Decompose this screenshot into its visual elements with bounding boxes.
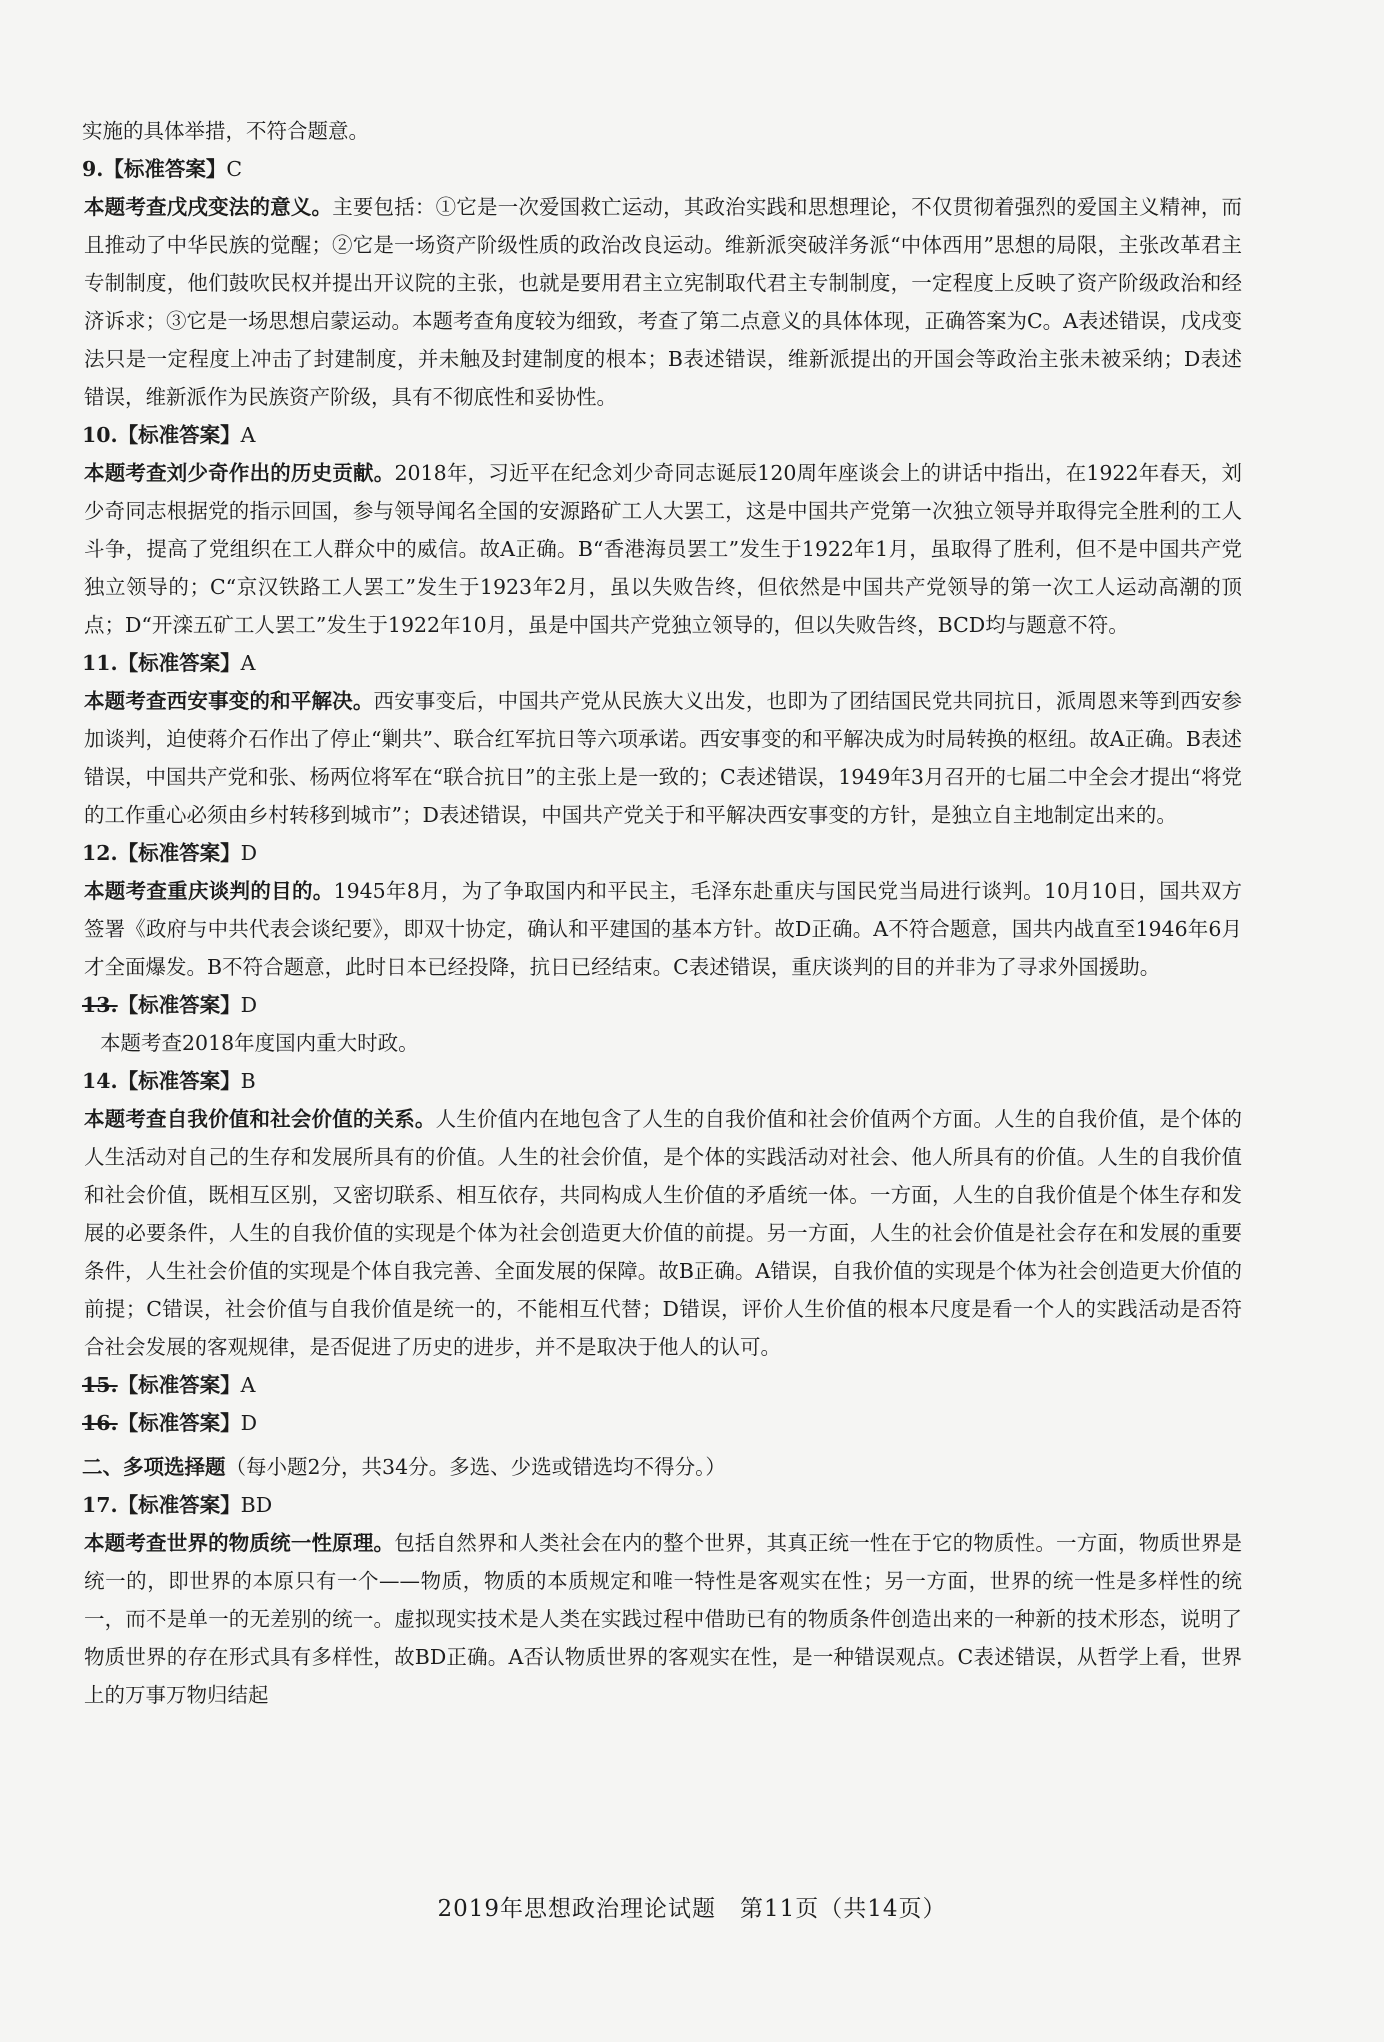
explanation-10 — [82, 454, 1242, 644]
explanation-text: 主要包括：①它是一次爱国救亡运动，其政治实践和思想理论，不仅贯彻着强烈的爱国主义精神，而且推动了中华民族的觉醒；②它是一场资产阶级性质的政治改良运动。维新派突破洋务派“中体西用”思想的局限，主张改革君主专制制度，他们鼓吹民权并提出开议院的主张，也就是要用君主立宪制取代君主专制制度，一定程度上反映了资产阶级政治和经济诉求；③它是一场思想启蒙运动。本题考查角度较为细致，考查了第二点意义的具体体现，正确答案为C。A表述错误，戊戌变法只是一定程度上冲击了封建制度，并未触及封建制度的根本；B表述错误，维新派提出的开国会等政治主张未被采纳；D表述错误，维新派作为民族资产阶级，具有不彻底性和妥协性。 — [84, 195, 1243, 409]
section-note: （每小题2分，共34分。多选、少选或错选均不得分。） — [225, 1455, 726, 1479]
explanation-14 — [82, 1100, 1242, 1366]
answer-line-9 — [82, 150, 1242, 188]
answer-value: D — [240, 1411, 258, 1435]
answer-tag: 【标准答案】 — [117, 1493, 241, 1517]
answer-value: D — [240, 993, 258, 1017]
answer-tag: 【标准答案】 — [117, 423, 241, 447]
answer-value: A — [240, 423, 256, 447]
answer-line-10 — [82, 416, 1242, 454]
explanation-11 — [82, 682, 1242, 834]
question-number: 11. — [82, 651, 118, 675]
question-number-struck: 16. — [82, 1411, 118, 1435]
explanation-lead: 本题考查刘少奇作出的历史贡献。 — [84, 461, 395, 485]
explanation-text: 2018年，习近平在纪念刘少奇同志诞辰120周年座谈会上的讲话中指出，在1922年春天，刘少奇同志根据党的指示回国，参与领导闻名全国的安源路矿工人大罢工，这是中国共产党第一次独立领导并取得完全胜利的工人斗争，提高了党组织在工人群众中的威信。故A正确。B“香港海员罢工”发生于1922年1月，虽取得了胜利，但不是中国共产党独立领导的；C“京汉铁路工人罢工”发生于1923年2月，虽以失败告终，但依然是中国共产党领导的第一次工人运动高潮的顶点；D“开滦五矿工人罢工”发生于1922年10月，虽是中国共产党独立领导的，但以失败告终，BCD均与题意不符。 — [84, 461, 1243, 637]
explanation-lead: 本题考查戊戌变法的意义。 — [84, 195, 333, 219]
answer-tag: 【标准答案】 — [117, 841, 241, 865]
explanation-13 — [82, 1024, 1242, 1062]
answer-value: BD — [240, 1493, 273, 1517]
answer-line-15 — [82, 1366, 1242, 1404]
answer-tag: 【标准答案】 — [117, 651, 241, 675]
answer-tag: 【标准答案】 — [117, 1411, 241, 1435]
explanation-text: 本题考查2018年度国内重大时政。 — [100, 1031, 419, 1055]
answer-value: A — [240, 1373, 256, 1397]
answer-line-14 — [82, 1062, 1242, 1100]
question-number-struck: 15. — [82, 1373, 118, 1397]
answer-line-11 — [82, 644, 1242, 682]
section-heading — [82, 1448, 1242, 1486]
question-number: 17. — [82, 1493, 118, 1517]
explanation-17 — [82, 1524, 1242, 1714]
question-number: 9. — [82, 157, 104, 181]
answer-line-17 — [82, 1486, 1242, 1524]
explanation-text: 1945年8月，为了争取国内和平民主，毛泽东赴重庆与国民党当局进行谈判。10月10日，国共双方签署《政府与中共代表会谈纪要》，即双十协定，确认和平建国的基本方针。故D正确。A不符合题意，国共内战直至1946年6月才全面爆发。B不符合题意，此时日本已经投降，抗日已经结束。C表述错误，重庆谈判的目的并非为了寻求外国援助。 — [84, 879, 1243, 979]
answer-tag: 【标准答案】 — [117, 1373, 241, 1397]
intro-tail: 实施的具体举措，不符合题意。 — [82, 119, 369, 143]
answer-value: D — [240, 841, 258, 865]
answer-line-12 — [82, 834, 1242, 872]
explanation-text: 包括自然界和人类社会在内的整个世界，其真正统一性在于它的物质性。一方面，物质世界是统一的，即世界的本原只有一个——物质，物质的本质规定和唯一特性是客观实在性；另一方面，世界的统一性是多样性的统一，而不是单一的无差别的统一。虚拟现实技术是人类在实践过程中借助已有的物质条件创造出来的一种新的技术形态，说明了物质世界的存在形式具有多样性，故BD正确。A否认物质世界的客观实在性，是一种错误观点。C表述错误，从哲学上看，世界上的万事万物归结起 — [84, 1531, 1243, 1707]
explanation-lead: 本题考查世界的物质统一性原理。 — [84, 1531, 395, 1555]
explanation-lead: 本题考查重庆谈判的目的。 — [84, 879, 334, 903]
question-number-struck: 13. — [82, 993, 118, 1017]
explanation-text: 人生价值内在地包含了人生的自我价值和社会价值两个方面。人生的自我价值，是个体的人生活动对自己的生存和发展所具有的价值。人生的社会价值，是个体的实践活动对社会、他人所具有的价值。人生的自我价值和社会价值，既相互区别，又密切联系、相互依存，共同构成人生价值的矛盾统一体。一方面，人生的自我价值是个体生存和发展的必要条件，人生的自我价值的实现是个体为社会创造更大价值的前提。另一方面，人生的社会价值是社会存在和发展的重要条件，人生社会价值的实现是个体自我完善、全面发展的保障。故B正确。A错误，自我价值的实现是个体为社会创造更大价值的前提；C错误，社会价值与自我价值是统一的，不能相互代替；D错误，评价人生价值的根本尺度是看一个人的实践活动是否符合社会发展的客观规律，是否促进了历史的进步，并不是取决于他人的认可。 — [84, 1107, 1243, 1359]
question-number: 10. — [82, 423, 118, 447]
question-number: 12. — [82, 841, 118, 865]
question-number: 14. — [82, 1069, 118, 1093]
answer-line-16 — [82, 1404, 1242, 1442]
explanation-12 — [82, 872, 1242, 986]
answer-value: B — [240, 1069, 256, 1093]
answer-tag: 【标准答案】 — [117, 993, 241, 1017]
answer-value: A — [240, 651, 256, 675]
explanation-text: 西安事变后，中国共产党从民族大义出发，也即为了团结国民党共同抗日，派周恩来等到西安参加谈判，迫使蒋介石作出了停止“剿共”、联合红军抗日等六项承诺。西安事变的和平解决成为时局转换的枢纽。故A正确。B表述错误，中国共产党和张、杨两位将军在“联合抗日”的主张上是一致的；C表述错误，1949年3月召开的七届二中全会才提出“将党的工作重心必须由乡村转移到城市”；D表述错误，中国共产党关于和平解决西安事变的方针，是独立自主地制定出来的。 — [84, 689, 1242, 827]
section-title: 二、多项选择题 — [82, 1455, 226, 1479]
explanation-lead: 本题考查西安事变的和平解决。 — [84, 689, 374, 713]
page-footer: 2019年思想政治理论试题 第11页（共14页） — [437, 1896, 947, 1922]
answer-tag: 【标准答案】 — [103, 157, 227, 181]
explanation-lead: 本题考查自我价值和社会价值的关系。 — [84, 1107, 436, 1131]
answer-content — [82, 112, 1242, 1714]
answer-line-13 — [82, 986, 1242, 1024]
answer-tag: 【标准答案】 — [117, 1069, 241, 1093]
explanation-9 — [82, 188, 1242, 416]
answer-value: C — [226, 157, 243, 181]
